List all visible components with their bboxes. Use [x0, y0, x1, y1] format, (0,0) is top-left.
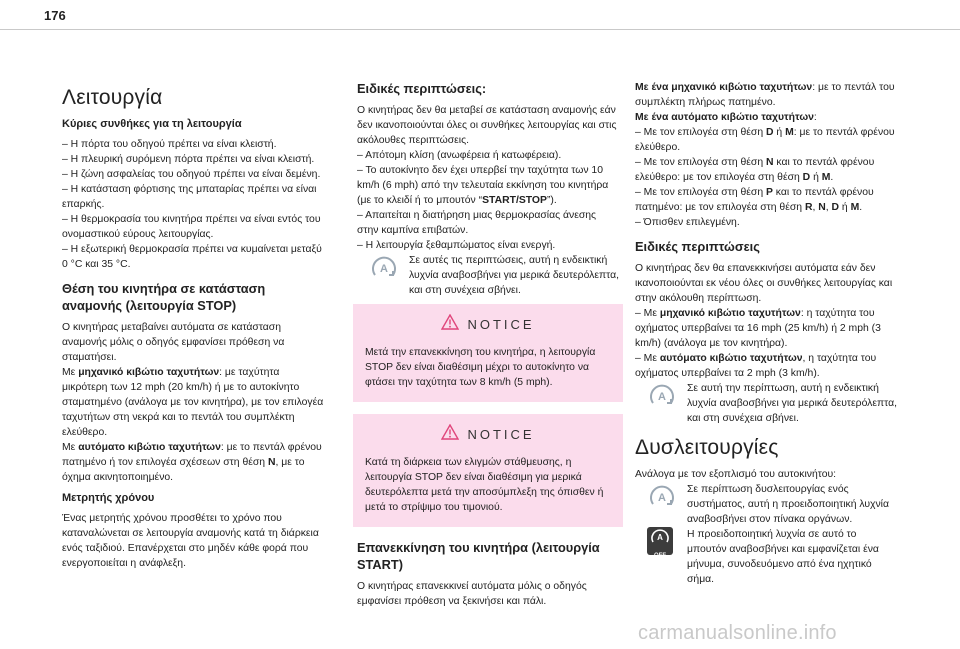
special-item: – Απότομη κλίση (ανωφέρεια ή κατωφέρεια).: [357, 150, 562, 161]
condition-item: – Η εξωτερική θερμοκρασία πρέπει να κυμαίνεται μεταξύ 0 °C και 35 °C.: [62, 244, 322, 270]
svg-text:A: A: [380, 263, 388, 275]
special-item: – Με μηχανικό κιβώτιο ταχυτήτων: η ταχύτητα του οχήματος υπερβαίνει τα 16 mph (25 km/h) ή 2 mph (3 km/h) (ανάλογα με τον κινητήρα).: [635, 308, 881, 349]
stop-start-warning-note: [357, 253, 619, 298]
special-item: – Με αυτόματο κιβώτιο ταχυτήτων, η ταχύτητα του οχήματος υπερβαίνει τα 2 mph (3 km/h).: [635, 353, 877, 379]
condition-item: – Η κατάσταση φόρτισης της μπαταρίας πρέπει να είναι επαρκής.: [62, 184, 317, 210]
header-divider: [0, 29, 960, 30]
standby-intro: Ο κινητήρας μεταβαίνει αυτόματα σε κατάσταση αναμονής μόλις ο οδηγός εμφανίσει πρόθεση να σταματήσει.: [62, 322, 285, 363]
notice-title: NOTICE: [467, 317, 535, 332]
auto-stop-start-warning-icon: [647, 381, 677, 409]
condition-item: – Η θερμοκρασία του κινητήρα πρέπει να είναι εντός του ονομαστικού εύρους λειτουργίας.: [62, 214, 321, 240]
warning-triangle-icon: [441, 424, 459, 445]
restart-auto-item: – Με τον επιλογέα στη θέση P και το πεντάλ φρένου πατημένο: με τον επιλογέα στη θέση R, N, D ή M.: [635, 187, 874, 213]
page-number: 176: [44, 8, 66, 23]
warning-triangle-icon: [441, 314, 459, 335]
malfunction-note: [635, 482, 897, 527]
main-conditions-heading: Κύριες συνθήκες για τη λειτουργία: [62, 118, 242, 130]
restart-heading: Επανεκκίνηση του κινητήρα (λειτουργία START): [357, 540, 600, 572]
column-2: [357, 80, 619, 609]
svg-text:A: A: [658, 492, 666, 504]
auto-stop-start-warning-icon: [369, 253, 399, 281]
notice-text: Κατά τη διάρκεια των ελιγμών στάθμευσης, η λειτουργία STOP δεν είναι διαθέσιμη για μερικά δευτερόλεπτα μετά την αποσύμπλεξη της όπισθεν ή μετά το στρίψιμο του τιμονιού.: [365, 457, 604, 513]
condition-item: – Η πόρτα του οδηγού πρέπει να είναι κλειστή.: [62, 139, 277, 150]
restart-text: Ο κινητήρας επανεκκινεί αυτόματα μόλις ο οδηγός εμφανίσει πρόθεση να ξεκινήσει και πάλι.: [357, 581, 587, 607]
restart-manual: Με ένα μηχανικό κιβώτιο ταχυτήτων: με το πεντάλ του συμπλέκτη πλήρως πατημένο.: [635, 82, 895, 108]
off-label: OFF: [654, 553, 666, 559]
restart-auto-item: – Όπισθεν επιλεγμένη.: [635, 217, 740, 228]
icon-description: Σε περίπτωση δυσλειτουργίας ενός συστήματος, αυτή η προειδοποιητική λυχνία αναβοσβήνει στον πίνακα οργάνων.: [687, 484, 889, 525]
icon-description: Σε αυτή την περίπτωση, αυτή η ενδεικτική λυχνία αναβοσβήνει για μερικά δευτερόλεπτα, και στη συνέχεια σβήνει.: [687, 383, 898, 424]
restart-auto-item: – Με τον επιλογέα στη θέση D ή M: με το πεντάλ φρένου ελεύθερο.: [635, 127, 895, 153]
svg-text:A: A: [658, 391, 666, 403]
auto-stop-start-malfunction-icon: [647, 482, 677, 510]
stop-start-warning-note: [635, 381, 897, 426]
time-counter-text: Ένας μετρητής χρόνου προσθέτει το χρόνο που καταναλώνεται σε λειτουργία αναμονής κατά τη διάρκεια ενός ταξιδιού. Επανέρχεται στο μηδέν κάθε φορά που ενεργοποιείται η ανάφλεξη.: [62, 513, 319, 569]
special-item: – Απαιτείται η διατήρηση μιας θερμοκρασίας άνεσης στην καμπίνα επιβατών.: [357, 210, 597, 236]
notice-text: Μετά την επανεκκίνηση του κινητήρα, η λειτουργία STOP δεν είναι διαθέσιμη μέχρι το αυτοκίνητο να φτάσει την ταχύτητα των 8 km/h (5 mph).: [365, 347, 596, 388]
standby-manual: Με μηχανικό κιβώτιο ταχυτήτων: με ταχύτητα μικρότερη των 12 mph (20 km/h) ή με το αυτοκίνητο σταματημένο (ανάλογα με τον κινητήρα), με τον επιλογέα ταχυτήτων στη νεκρά και το πεντάλ του συμπλέκτη ελεύθερο.: [62, 367, 324, 438]
icon-description: Η προειδοποιητική λυχνία σε αυτό το μπουτόν αναβοσβήνει και εμφανίζεται ένα μήνυμα, συνοδευόμενο από ένα ηχητικό σήμα.: [687, 529, 879, 585]
special-cases-heading: Ειδικές περιπτώσεις:: [357, 81, 487, 96]
special-intro: Ο κινητήρας δεν θα μεταβεί σε κατάσταση αναμονής εάν δεν ικανοποιούνται όλες οι συνθήκες λειτουργίας και στις ακόλουθες περιπτώσεις.: [357, 105, 617, 146]
malfunctions-intro: Ανάλογα με τον εξοπλισμό του αυτοκινήτου:: [635, 469, 837, 480]
svg-text:A: A: [657, 533, 663, 542]
special-item: – Το αυτοκίνητο δεν έχει υπερβεί την ταχύτητα των 10 km/h (6 mph) από την τελευταία εκκίνηση του κινητήρα (με το κλειδί ή το μπουτόν “START/STOP”).: [357, 165, 609, 206]
time-counter-heading: Μετρητής χρόνου: [62, 492, 155, 504]
restart-auto-item: – Με τον επιλογέα στη θέση N και το πεντάλ φρένου ελεύθερο: με τον επιλογέα στη θέση D ή M.: [635, 157, 875, 183]
stop-start-off-button-icon: [647, 527, 673, 559]
column-3: [635, 80, 897, 587]
standby-heading: Θέση του κινητήρα σε κατάσταση αναμονής (λειτουργία STOP): [62, 281, 266, 313]
malfunction-note: [635, 527, 897, 587]
column-1: [62, 86, 324, 571]
special-intro: Ο κινητήρας δεν θα επανεκκινήσει αυτόματα εάν δεν ικανοποιούνται εκ νέου όλες οι συνθήκες λειτουργίας και στην ακόλουθη περίπτωση.: [635, 263, 893, 304]
watermark: carmanualsonline.info: [638, 622, 837, 644]
condition-item: – Η πλευρική συρόμενη πόρτα πρέπει να είναι κλειστή.: [62, 154, 315, 165]
section-title: Λειτουργία: [62, 86, 163, 109]
malfunctions-title: Δυσλειτουργίες: [635, 436, 779, 459]
notice-box: [353, 304, 623, 402]
standby-auto: Με αυτόματο κιβώτιο ταχυτήτων: με το πεντάλ φρένου πατημένο ή τον επιλογέα σχέσεων στη θέση N, με το όχημα ακινητοποιημένο.: [62, 442, 322, 483]
special-item: – Η λειτουργία ξεθαμπώματος είναι ενεργή.: [357, 240, 556, 251]
special-cases-heading: Ειδικές περιπτώσεις: [635, 239, 760, 254]
restart-auto-heading: Με ένα αυτόματο κιβώτιο ταχυτήτων:: [635, 112, 817, 123]
notice-box: [353, 414, 623, 527]
condition-item: – Η ζώνη ασφαλείας του οδηγού πρέπει να είναι δεμένη.: [62, 169, 321, 180]
icon-description: Σε αυτές τις περιπτώσεις, αυτή η ενδεικτική λυχνία αναβοσβήνει για μερικά δευτερόλεπτα, και στη συνέχεια σβήνει.: [409, 255, 620, 296]
notice-title: NOTICE: [467, 427, 535, 442]
